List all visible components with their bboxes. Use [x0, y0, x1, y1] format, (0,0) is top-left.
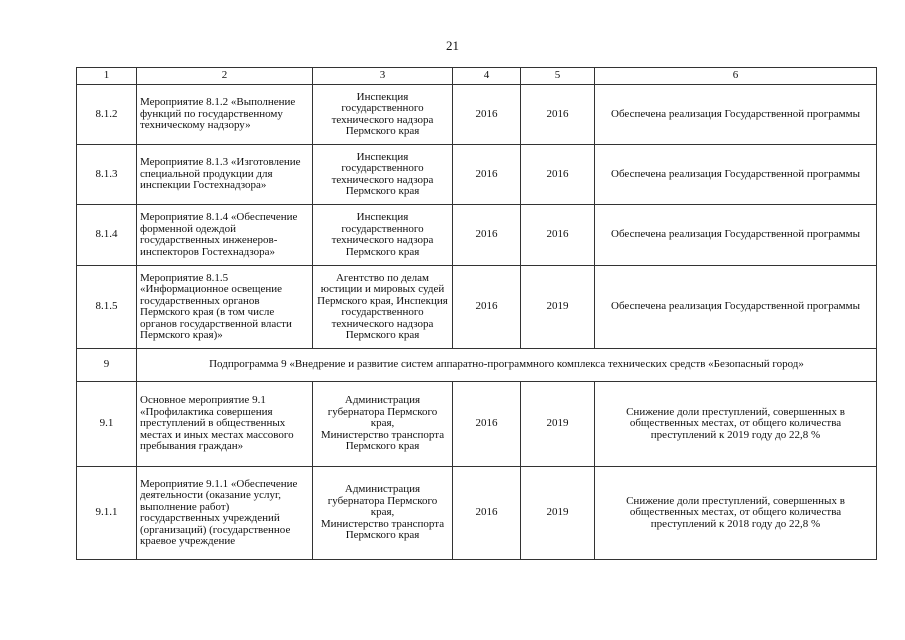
expected-result: Снижение доли преступлений, совершенных в общественных местах, от общего количества преступлений к 2018 году до 22,8 %: [595, 467, 877, 560]
row-number: 9: [77, 349, 137, 382]
end-year: 2019: [521, 382, 595, 467]
start-year: 2016: [453, 467, 521, 560]
table-row: [77, 382, 877, 467]
row-number: 8.1.5: [77, 266, 137, 349]
executor-line: Министерство транспорта Пермского края: [320, 517, 445, 542]
table-row: [77, 145, 877, 205]
table-row: [77, 266, 877, 349]
executor-line: Администрация губернатора Пермского края,: [327, 483, 438, 519]
header-row: [77, 68, 877, 85]
measure-title: Мероприятие 8.1.2 «Выполнение функций по государственному техническому надзору»: [137, 85, 313, 145]
row-number: 8.1.2: [77, 85, 137, 145]
executor-line: Администрация губернатора Пермского края,: [327, 394, 438, 430]
executor: Инспекция государственного технического надзора Пермского края: [313, 85, 453, 145]
table-row: [77, 85, 877, 145]
expected-result: Снижение доли преступлений, совершенных в общественных местах, от общего количества преступлений к 2019 году до 22,8 %: [595, 382, 877, 467]
start-year: 2016: [453, 382, 521, 467]
header-cell: 2: [137, 68, 313, 85]
measures-table: [76, 67, 877, 560]
measure-title: Мероприятие 9.1.1 «Обеспечение деятельности (оказание услуг, выполнение работ) государственных учреждений (организаций) (государственное краевое учреждение: [137, 467, 313, 560]
executor: [313, 467, 453, 560]
row-number: 8.1.3: [77, 145, 137, 205]
header-cell: 5: [521, 68, 595, 85]
expected-result: Обеспечена реализация Государственной программы: [595, 85, 877, 145]
expected-result: Обеспечена реализация Государственной программы: [595, 145, 877, 205]
start-year: 2016: [453, 85, 521, 145]
start-year: 2016: [453, 205, 521, 266]
end-year: 2016: [521, 145, 595, 205]
executor: Инспекция государственного технического надзора Пермского края: [313, 145, 453, 205]
measure-title: Мероприятие 8.1.4 «Обеспечение форменной одеждой государственных инженеров-инспекторов Гостехнадзора»: [137, 205, 313, 266]
end-year: 2019: [521, 266, 595, 349]
measure-title: Основное мероприятие 9.1 «Профилактика совершения преступлений в общественных местах и иных местах массового пребывания граждан»: [137, 382, 313, 467]
row-number: 9.1.1: [77, 467, 137, 560]
start-year: 2016: [453, 266, 521, 349]
header-cell: 1: [77, 68, 137, 85]
table-row: [77, 467, 877, 560]
header-cell: 4: [453, 68, 521, 85]
subprogram-row: [77, 349, 877, 382]
end-year: 2016: [521, 205, 595, 266]
row-number: 8.1.4: [77, 205, 137, 266]
measure-title: Мероприятие 8.1.3 «Изготовление специальной продукции для инспекции Гостехнадзора»: [137, 145, 313, 205]
header-cell: 6: [595, 68, 877, 85]
executor-line: Министерство транспорта Пермского края: [320, 428, 445, 453]
executor: Инспекция государственного технического надзора Пермского края: [313, 205, 453, 266]
page-number: 21: [446, 38, 459, 53]
end-year: 2016: [521, 85, 595, 145]
executor: Агентство по делам юстиции и мировых судей Пермского края, Инспекция государственного технического надзора Пермского края: [313, 266, 453, 349]
start-year: 2016: [453, 145, 521, 205]
measure-title: Мероприятие 8.1.5 «Информационное освещение государственных органов Пермского края (в том числе органов государственной власти Пермского края)»: [137, 266, 313, 349]
executor: [313, 382, 453, 467]
row-number: 9.1: [77, 382, 137, 467]
subprogram-title: Подпрограмма 9 «Внедрение и развитие систем аппаратно-программного комплекса технических средств «Безопасный город»: [137, 349, 877, 382]
expected-result: Обеспечена реализация Государственной программы: [595, 266, 877, 349]
table-row: [77, 205, 877, 266]
end-year: 2019: [521, 467, 595, 560]
expected-result: Обеспечена реализация Государственной программы: [595, 205, 877, 266]
header-cell: 3: [313, 68, 453, 85]
